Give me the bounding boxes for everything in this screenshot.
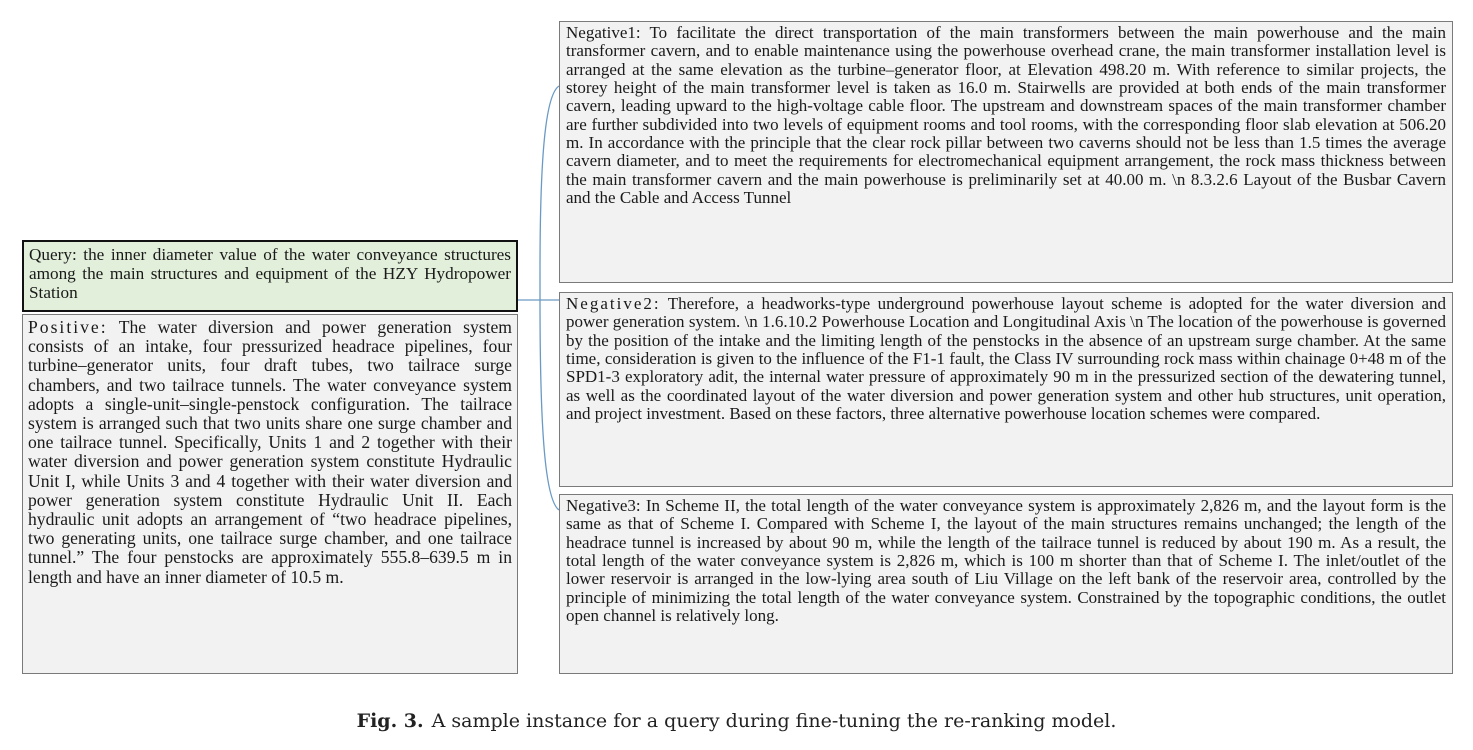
positive-text: The water diversion and power generation system consists of an intake, four pressurized headrace pipelines, four turbine–generator units, four draft tubes, two tailrace surge chambers, and two tailrace tunnels. The water conveyance system adopts a single-unit–single-penstock configuration. The tailrace system is arranged such that two units share one surge chamber and one tailrace tunnel. Specifically, Units 1 and 2 together with their water diversion and power generation system constitute Hydraulic Unit I, while Units 3 and 4 together with their water diversion and power generation system constitute Hydraulic Unit II. Each hydraulic unit adopts an arrangement of “two headrace pipelines, two generating units, one tailrace surge chamber, and one tailrace tunnel.” The four penstocks are approximately 555.8–639.5 m in length and have an inner diameter of 10.5 m. <box>28 317 512 587</box>
query-text: Query: the inner diameter value of the water conveyance structures among the main structures and equipment of the HZY Hydropower Station <box>29 245 511 302</box>
query-box <box>22 240 518 312</box>
negative2-text: Therefore, a headworks-type underground powerhouse layout scheme is adopted for the water diversion and power generation system. \n 1.6.10.2 Powerhouse Location and Longitudinal Axis \n The location of the powerhouse is governed by the position of the intake and the limiting length of the penstocks in the absence of an upstream surge chamber. At the same time, consideration is given to the influence of the F1-1 fault, the Class IV surrounding rock mass within chainage 0+48 m of the SPD1-3 exploratory adit, the internal water pressure of approximately 90 m in the pressurized section of the dewatering tunnel, as well as the coordinated layout of the water diversion and power generation system and other hub structures, unit operation, and project investment. Based on these factors, three alternative powerhouse location schemes were compared. <box>566 294 1446 424</box>
negative3-label: Negative3: <box>566 496 641 515</box>
caption-text: A sample instance for a query during fine-tuning the re-ranking model. <box>431 710 1117 732</box>
positive-label: Positive: <box>28 317 108 337</box>
negative3-box <box>559 494 1453 674</box>
figure-label: Fig. 3. <box>356 710 424 732</box>
negative1-box <box>559 21 1453 283</box>
negative1-label: Negative1: <box>566 23 641 42</box>
positive-box <box>22 314 518 674</box>
negative3-text: In Scheme II, the total length of the water conveyance system is approximately 2,826 m, and the layout form is the same as that of Scheme I. Compared with Scheme I, the layout of the main structures remains unchanged; the length of the headrace tunnel is increased by about 90 m, while the length of the tailrace tunnel is reduced by about 190 m. As a result, the total length of the water conveyance system is 2,826 m, which is 100 m shorter than that of Scheme I. The inlet/outlet of the lower reservoir is arranged in the low-lying area south of Liu Village on the left bank of the reservoir area, controlled by the principle of minimizing the total length of the water conveyance system. Constrained by the topographic conditions, the outlet open channel is relatively long. <box>566 496 1446 626</box>
connector-to-negative1 <box>540 86 559 272</box>
negative1-text: To facilitate the direct transportation of the main transformers between the main powerhouse and the main transformer cavern, and to enable maintenance using the powerhouse overhead crane, the main transformer installation level is arranged at the same elevation as the turbine–generator floor, at Elevation 498.20 m. With reference to similar projects, the storey height of the main transformer level is taken as 16.0 m. Stairwells are provided at both ends of the main transformer cavern, leading upward to the high-voltage cable floor. The upstream and downstream spaces of the main transformer chamber are further subdivided into two levels of equipment rooms and tool rooms, with the corresponding floor slab elevation at 506.20 m. In accordance with the principle that the clear rock pillar between two caverns should not be less than 1.5 times the average cavern diameter, and to meet the requirements for electromechanical equipment arrangement, the rock mass thickness between the main transformer cavern and the main powerhouse is preliminarily set at 40.00 m. \n 8.3.2.6 Layout of the Busbar Cavern and the Cable and Access Tunnel <box>566 23 1446 208</box>
negative2-label: Negative2: <box>566 294 661 313</box>
connector-to-negative3 <box>540 300 559 510</box>
figure-caption <box>0 710 1473 732</box>
negative2-box <box>559 292 1453 487</box>
